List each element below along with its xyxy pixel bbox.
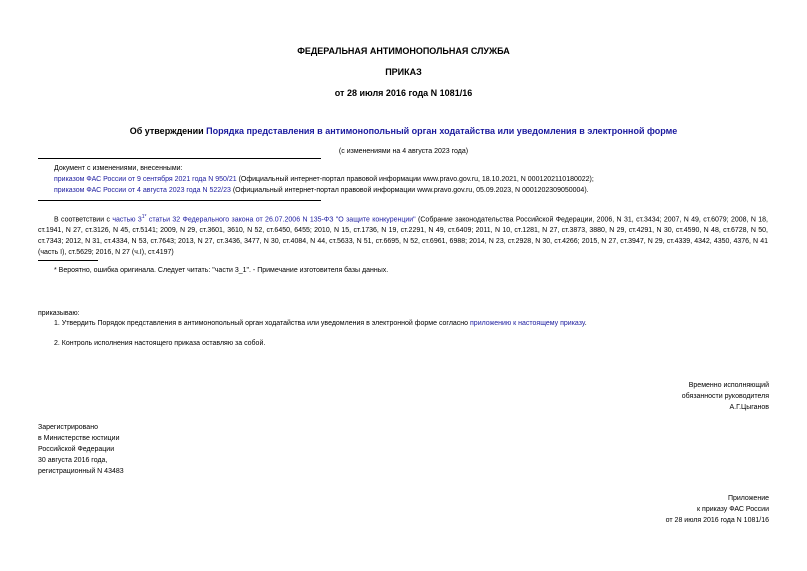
signatory-name: А.Г.Цыганов — [729, 404, 769, 411]
registration-line: 30 августа 2016 года, — [38, 457, 108, 464]
law-link[interactable]: статьи 32 Федерального закона от 26.07.2006 N 135-ФЗ "О защите конкуренции" — [148, 216, 416, 224]
appendix-line: Приложение — [727, 495, 769, 502]
appendix-line: к приказу ФАС России — [697, 506, 769, 513]
preamble-text: (Собрание законодательства Российской Федерации, 2006, N 31, ст.3434; 2007, N 49, ст.6079; 2008, N 18, ст.1941, N 27, ст.3126, N 45, ст.5141; 2009, N 29, ст.3601, 3610, N 52, ст.6450, 6455; 2010, N 15, ст.1736, N 19, ст.2291, N 49, ст.6409; 2011, N 10, ст.1281, N 27, ст.3873, 3880, N 29, ст.4291, N 30, ст.4590, N 48, ст.6728, N 50, ст.7343; 2012, N 31, ст.4334, N 53, ст.7643; 2013, N 27, ст.3436, 3477, N 30, ст.4084, N 44, ст.5633, N 51, ст.6695, N 52, ст.6961, 6988; 2014, N 23, ст.2928, N 30, ст.4266; 2015, N 27, ст.3947, N 29, ст.4339, 4342, 4350, 4376, N 41 (часть I), ст.5629; 2016, N 27 (ч.I), ст.4197) — [38, 216, 768, 257]
divider — [38, 200, 321, 201]
changes-heading: Документ с изменениями, внесенными: — [54, 165, 183, 172]
doc-type: ПРИКАЗ — [385, 67, 422, 77]
footnote: * Вероятно, ошибка оригинала. Следует читать: "части 3_1". - Примечание изготовителя базы данных. — [54, 267, 389, 274]
order-item-text: . — [584, 320, 587, 327]
signature-line: Временно исполняющий — [688, 382, 769, 389]
preamble-paragraph — [38, 212, 768, 258]
order-item-2: 2. Контроль исполнения настоящего приказа оставляю за собой. — [54, 340, 266, 347]
agency-name: ФЕДЕРАЛЬНАЯ АНТИМОНОПОЛЬНАЯ СЛУЖБА — [297, 46, 510, 56]
title-prefix: Об утверждении — [129, 126, 207, 136]
appendix-link[interactable]: приложению к настоящему приказу — [470, 320, 585, 327]
change-item — [54, 174, 794, 185]
registration-number: регистрационный N 43483 — [38, 468, 124, 475]
order-item-1 — [54, 318, 587, 329]
footnote-divider — [38, 260, 98, 261]
change-text: (Официальный интернет-портал правовой информации www.pravo.gov.ru, 18.10.2021, N 0001202110180022); — [236, 176, 594, 183]
title-link[interactable]: Порядка представления в антимонопольный орган ходатайства или уведомления в электронной форме — [206, 126, 678, 136]
signature-line: обязанности руководителя — [681, 393, 769, 400]
preamble-text: В соответствии с — [54, 216, 113, 224]
change-link[interactable]: приказом ФАС России от 9 сентября 2021 года N 950/21 — [54, 176, 237, 183]
law-part-link[interactable]: частью 3 — [112, 216, 142, 224]
edition-note: (с изменениями на 4 августа 2023 года) — [338, 148, 469, 155]
divider — [38, 158, 321, 159]
registration-line: в Министерстве юстиции — [38, 435, 120, 442]
doc-date-number: от 28 июля 2016 года N 1081/16 — [334, 88, 473, 98]
change-text: (Официальный интернет-портал правовой информации www.pravo.gov.ru, 05.09.2023, N 0001202309050004). — [230, 187, 589, 194]
footnote-ref[interactable]: 1* — [141, 214, 147, 220]
registration-line: Зарегистрировано — [38, 424, 98, 431]
registration-line: Российской Федерации — [38, 446, 115, 453]
order-item-text: 1. Утвердить Порядок представления в антимонопольный орган ходатайства или уведомления в электронной форме согласно — [54, 320, 471, 327]
appendix-line: от 28 июля 2016 года N 1081/16 — [665, 517, 769, 524]
change-link[interactable]: приказом ФАС России от 4 августа 2023 года N 522/23 — [54, 187, 231, 194]
order-word: приказываю: — [38, 310, 80, 317]
change-item — [54, 185, 794, 196]
doc-title — [0, 126, 807, 136]
